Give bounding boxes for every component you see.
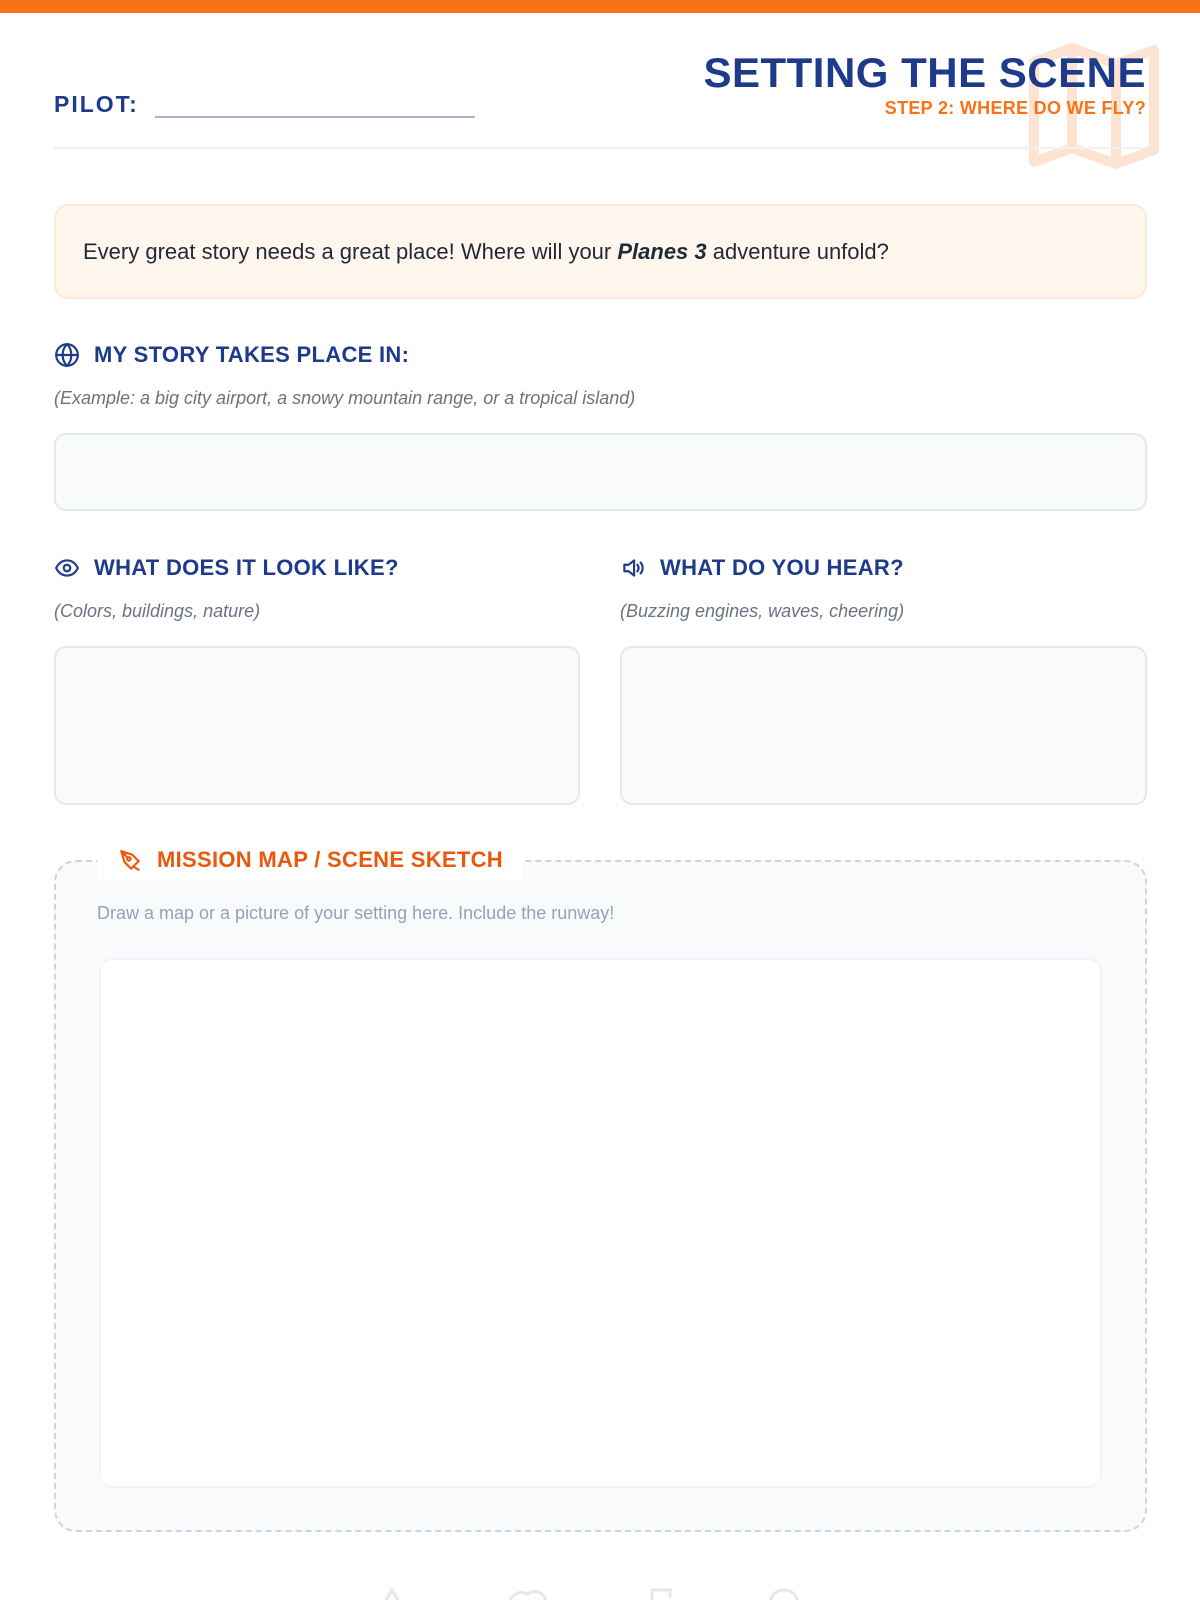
hear-heading-text: WHAT DO YOU HEAR?: [660, 555, 904, 580]
top-accent-bar: [0, 0, 1200, 13]
sketch-hint: Draw a map or a picture of your setting here. Include the runway!: [97, 903, 615, 923]
place-hint: (Example: a big city airport, a snowy mountain range, or a tropical island): [54, 388, 636, 408]
footer-flag-icon: [652, 1590, 670, 1600]
look-hint: (Colors, buildings, nature): [54, 601, 261, 621]
intro-emphasis: Planes 3: [617, 238, 707, 264]
speaker-icon: [620, 555, 646, 581]
pilot-name-line[interactable]: [155, 84, 475, 118]
look-input[interactable]: [54, 646, 580, 805]
sketch-heading: [97, 840, 523, 880]
intro-callout: [54, 204, 1147, 299]
pen-icon: [117, 847, 143, 873]
eye-icon: [54, 555, 80, 581]
globe-icon: [54, 342, 80, 368]
title-block: [703, 50, 1146, 119]
hear-input[interactable]: [620, 646, 1147, 805]
footer-cloud-icon: [510, 1591, 546, 1600]
intro-text-after: adventure unfold?: [706, 238, 889, 264]
intro-text-before: Every great story needs a great place! Where will your: [83, 238, 618, 264]
sketch-heading-text: MISSION MAP / SCENE SKETCH: [157, 847, 503, 872]
place-heading-text: MY STORY TAKES PLACE IN:: [94, 342, 410, 367]
place-heading: [54, 342, 409, 368]
hear-heading: [620, 555, 904, 581]
hear-hint: (Buzzing engines, waves, cheering): [620, 601, 905, 621]
page-title: SETTING THE SCENE: [703, 49, 1146, 96]
place-input[interactable]: [54, 433, 1147, 511]
page-subtitle: STEP 2: WHERE DO WE FLY?: [884, 98, 1146, 118]
look-heading-text: WHAT DOES IT LOOK LIKE?: [94, 555, 399, 580]
intro-text: [83, 239, 889, 265]
footer-airplane-icon: [384, 1590, 400, 1600]
sketch-drawing-area[interactable]: [99, 958, 1102, 1488]
pilot-name-row: [54, 84, 475, 118]
look-heading: [54, 555, 399, 581]
pilot-label: PILOT:: [54, 91, 139, 117]
header-divider: [54, 147, 1146, 149]
footer-compass-icon: [770, 1590, 798, 1600]
footer-icons: [370, 1584, 830, 1600]
